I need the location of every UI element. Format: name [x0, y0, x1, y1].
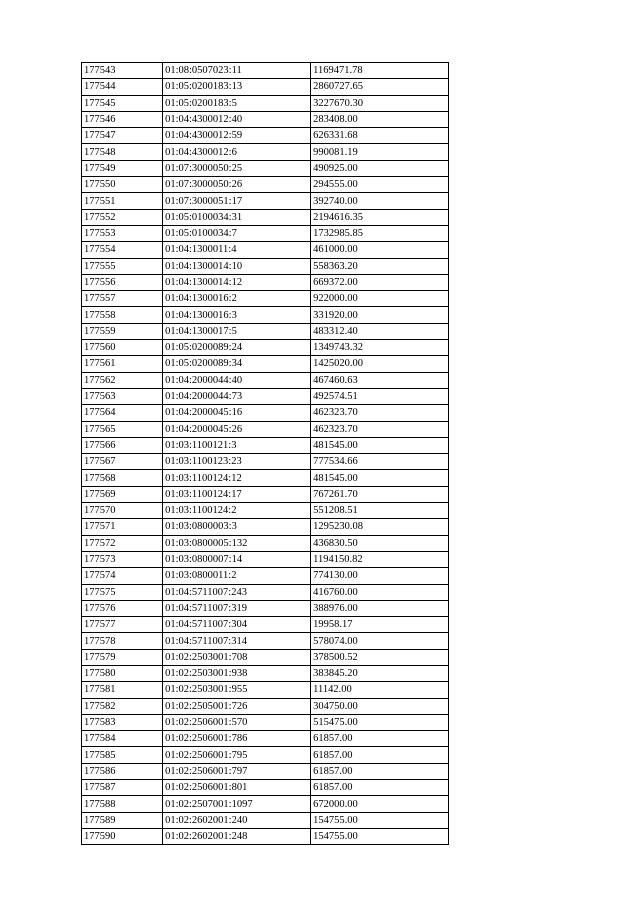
cadastral-number-cell: 01:04:5711007:314 [163, 633, 311, 649]
row-id-cell: 177562 [82, 372, 163, 388]
table-row [82, 340, 449, 356]
table-row [82, 665, 449, 681]
amount-cell: 462323.70 [311, 405, 449, 421]
table-row [82, 812, 449, 828]
table-row [82, 274, 449, 290]
amount-cell: 3227670.30 [311, 95, 449, 111]
row-id-cell: 177551 [82, 193, 163, 209]
table-row [82, 633, 449, 649]
row-id-cell: 177563 [82, 388, 163, 404]
amount-cell: 154755.00 [311, 812, 449, 828]
table-row [82, 437, 449, 453]
row-id-cell: 177588 [82, 796, 163, 812]
amount-cell: 378500.52 [311, 649, 449, 665]
cadastral-number-cell: 01:04:2000044:40 [163, 372, 311, 388]
table-row [82, 421, 449, 437]
amount-cell: 483312.40 [311, 323, 449, 339]
row-id-cell: 177545 [82, 95, 163, 111]
table-row [82, 763, 449, 779]
row-id-cell: 177549 [82, 160, 163, 176]
row-id-cell: 177552 [82, 209, 163, 225]
row-id-cell: 177580 [82, 665, 163, 681]
row-id-cell: 177559 [82, 323, 163, 339]
table-row [82, 95, 449, 111]
table-row [82, 388, 449, 404]
table-row [82, 242, 449, 258]
cadastral-number-cell: 01:02:2506001:570 [163, 714, 311, 730]
table-row [82, 828, 449, 844]
amount-cell: 383845.20 [311, 665, 449, 681]
amount-cell: 467460.63 [311, 372, 449, 388]
row-id-cell: 177567 [82, 454, 163, 470]
cadastral-number-cell: 01:02:2507001:1097 [163, 796, 311, 812]
table-row [82, 144, 449, 160]
table-row [82, 209, 449, 225]
row-id-cell: 177586 [82, 763, 163, 779]
cadastral-number-cell: 01:02:2503001:938 [163, 665, 311, 681]
table-row [82, 372, 449, 388]
cadastral-number-cell: 01:08:0507023:11 [163, 63, 311, 79]
amount-cell: 490925.00 [311, 160, 449, 176]
row-id-cell: 177578 [82, 633, 163, 649]
row-id-cell: 177579 [82, 649, 163, 665]
cadastral-number-cell: 01:03:1100124:12 [163, 470, 311, 486]
table-row [82, 519, 449, 535]
amount-cell: 481545.00 [311, 437, 449, 453]
table-row [82, 682, 449, 698]
table-row [82, 568, 449, 584]
amount-cell: 1732985.85 [311, 225, 449, 241]
cadastral-number-cell: 01:02:2503001:955 [163, 682, 311, 698]
row-id-cell: 177553 [82, 225, 163, 241]
amount-cell: 154755.00 [311, 828, 449, 844]
amount-cell: 515475.00 [311, 714, 449, 730]
cadastral-number-cell: 01:03:0800003:3 [163, 519, 311, 535]
cadastral-number-cell: 01:04:4300012:6 [163, 144, 311, 160]
row-id-cell: 177550 [82, 177, 163, 193]
cadastral-number-cell: 01:07:3000051:17 [163, 193, 311, 209]
amount-cell: 2860727.65 [311, 79, 449, 95]
table-row [82, 63, 449, 79]
amount-cell: 990081.19 [311, 144, 449, 160]
cadastral-number-cell: 01:04:4300012:40 [163, 111, 311, 127]
cadastral-number-cell: 01:03:0800005:132 [163, 535, 311, 551]
row-id-cell: 177574 [82, 568, 163, 584]
row-id-cell: 177571 [82, 519, 163, 535]
row-id-cell: 177566 [82, 437, 163, 453]
table-row [82, 649, 449, 665]
cadastral-number-cell: 01:05:0200089:24 [163, 340, 311, 356]
amount-cell: 1349743.32 [311, 340, 449, 356]
table-row [82, 747, 449, 763]
cadastral-number-cell: 01:07:3000050:26 [163, 177, 311, 193]
table-body [82, 63, 449, 845]
row-id-cell: 177585 [82, 747, 163, 763]
cadastral-number-cell: 01:02:2506001:786 [163, 731, 311, 747]
row-id-cell: 177576 [82, 600, 163, 616]
cadastral-number-cell: 01:02:2505001:726 [163, 698, 311, 714]
cadastral-number-cell: 01:03:1100124:2 [163, 503, 311, 519]
row-id-cell: 177582 [82, 698, 163, 714]
cadastral-number-cell: 01:03:0800011:2 [163, 568, 311, 584]
row-id-cell: 177581 [82, 682, 163, 698]
amount-cell: 558363.20 [311, 258, 449, 274]
cadastral-number-cell: 01:03:1100123:23 [163, 454, 311, 470]
amount-cell: 61857.00 [311, 731, 449, 747]
cadastral-number-cell: 01:04:1300016:3 [163, 307, 311, 323]
table-row [82, 698, 449, 714]
amount-cell: 1194150.82 [311, 551, 449, 567]
table-row [82, 780, 449, 796]
table-row [82, 79, 449, 95]
row-id-cell: 177584 [82, 731, 163, 747]
cadastral-number-cell: 01:05:0100034:7 [163, 225, 311, 241]
row-id-cell: 177575 [82, 584, 163, 600]
amount-cell: 777534.66 [311, 454, 449, 470]
row-id-cell: 177589 [82, 812, 163, 828]
cadastral-number-cell: 01:04:2000044:73 [163, 388, 311, 404]
row-id-cell: 177548 [82, 144, 163, 160]
amount-cell: 61857.00 [311, 763, 449, 779]
row-id-cell: 177557 [82, 291, 163, 307]
table-row [82, 291, 449, 307]
cadastral-number-cell: 01:04:1300016:2 [163, 291, 311, 307]
table-row [82, 584, 449, 600]
row-id-cell: 177561 [82, 356, 163, 372]
amount-cell: 551208.51 [311, 503, 449, 519]
data-table [81, 62, 449, 845]
amount-cell: 304750.00 [311, 698, 449, 714]
table-row [82, 111, 449, 127]
amount-cell: 578074.00 [311, 633, 449, 649]
cadastral-number-cell: 01:05:0200089:34 [163, 356, 311, 372]
amount-cell: 436830.50 [311, 535, 449, 551]
table-row [82, 177, 449, 193]
amount-cell: 492574.51 [311, 388, 449, 404]
table-row [82, 128, 449, 144]
amount-cell: 767261.70 [311, 486, 449, 502]
row-id-cell: 177564 [82, 405, 163, 421]
table-row [82, 356, 449, 372]
cadastral-number-cell: 01:04:1300011:4 [163, 242, 311, 258]
table-row [82, 503, 449, 519]
amount-cell: 11142.00 [311, 682, 449, 698]
amount-cell: 1295230.08 [311, 519, 449, 535]
cadastral-number-cell: 01:04:5711007:319 [163, 600, 311, 616]
cadastral-number-cell: 01:05:0200183:13 [163, 79, 311, 95]
row-id-cell: 177554 [82, 242, 163, 258]
table-row [82, 454, 449, 470]
amount-cell: 19958.17 [311, 617, 449, 633]
amount-cell: 626331.68 [311, 128, 449, 144]
cadastral-number-cell: 01:03:1100121:3 [163, 437, 311, 453]
amount-cell: 774130.00 [311, 568, 449, 584]
table-row [82, 486, 449, 502]
amount-cell: 283408.00 [311, 111, 449, 127]
row-id-cell: 177568 [82, 470, 163, 486]
cadastral-number-cell: 01:02:2602001:248 [163, 828, 311, 844]
cadastral-number-cell: 01:02:2506001:795 [163, 747, 311, 763]
amount-cell: 669372.00 [311, 274, 449, 290]
amount-cell: 481545.00 [311, 470, 449, 486]
amount-cell: 294555.00 [311, 177, 449, 193]
row-id-cell: 177555 [82, 258, 163, 274]
cadastral-number-cell: 01:03:0800007:14 [163, 551, 311, 567]
cadastral-number-cell: 01:05:0200183:5 [163, 95, 311, 111]
cadastral-number-cell: 01:05:0100034:31 [163, 209, 311, 225]
table-row [82, 405, 449, 421]
row-id-cell: 177565 [82, 421, 163, 437]
cadastral-number-cell: 01:04:1300014:10 [163, 258, 311, 274]
amount-cell: 461000.00 [311, 242, 449, 258]
row-id-cell: 177543 [82, 63, 163, 79]
row-id-cell: 177560 [82, 340, 163, 356]
amount-cell: 1169471.78 [311, 63, 449, 79]
amount-cell: 672000.00 [311, 796, 449, 812]
amount-cell: 2194616.35 [311, 209, 449, 225]
table-row [82, 600, 449, 616]
cadastral-number-cell: 01:04:5711007:243 [163, 584, 311, 600]
table-row [82, 551, 449, 567]
table-row [82, 193, 449, 209]
row-id-cell: 177573 [82, 551, 163, 567]
amount-cell: 922000.00 [311, 291, 449, 307]
cadastral-number-cell: 01:04:1300017:5 [163, 323, 311, 339]
table-row [82, 714, 449, 730]
row-id-cell: 177583 [82, 714, 163, 730]
row-id-cell: 177569 [82, 486, 163, 502]
table-row [82, 307, 449, 323]
row-id-cell: 177544 [82, 79, 163, 95]
table-row [82, 470, 449, 486]
table-row [82, 323, 449, 339]
cadastral-number-cell: 01:07:3000050:25 [163, 160, 311, 176]
cadastral-number-cell: 01:02:2506001:797 [163, 763, 311, 779]
amount-cell: 61857.00 [311, 780, 449, 796]
amount-cell: 462323.70 [311, 421, 449, 437]
amount-cell: 416760.00 [311, 584, 449, 600]
amount-cell: 392740.00 [311, 193, 449, 209]
row-id-cell: 177587 [82, 780, 163, 796]
cadastral-number-cell: 01:02:2506001:801 [163, 780, 311, 796]
amount-cell: 388976.00 [311, 600, 449, 616]
table-row [82, 796, 449, 812]
row-id-cell: 177558 [82, 307, 163, 323]
row-id-cell: 177572 [82, 535, 163, 551]
table-row [82, 731, 449, 747]
table-row [82, 535, 449, 551]
row-id-cell: 177556 [82, 274, 163, 290]
cadastral-number-cell: 01:04:5711007:304 [163, 617, 311, 633]
table-row [82, 160, 449, 176]
cadastral-number-cell: 01:04:2000045:16 [163, 405, 311, 421]
amount-cell: 1425020.00 [311, 356, 449, 372]
table-row [82, 258, 449, 274]
cadastral-number-cell: 01:02:2602001:240 [163, 812, 311, 828]
cadastral-number-cell: 01:04:2000045:26 [163, 421, 311, 437]
cadastral-number-cell: 01:02:2503001:708 [163, 649, 311, 665]
row-id-cell: 177590 [82, 828, 163, 844]
row-id-cell: 177547 [82, 128, 163, 144]
row-id-cell: 177546 [82, 111, 163, 127]
table-row [82, 617, 449, 633]
row-id-cell: 177570 [82, 503, 163, 519]
cadastral-number-cell: 01:03:1100124:17 [163, 486, 311, 502]
cadastral-number-cell: 01:04:4300012:59 [163, 128, 311, 144]
amount-cell: 331920.00 [311, 307, 449, 323]
table-row [82, 225, 449, 241]
amount-cell: 61857.00 [311, 747, 449, 763]
row-id-cell: 177577 [82, 617, 163, 633]
cadastral-number-cell: 01:04:1300014:12 [163, 274, 311, 290]
